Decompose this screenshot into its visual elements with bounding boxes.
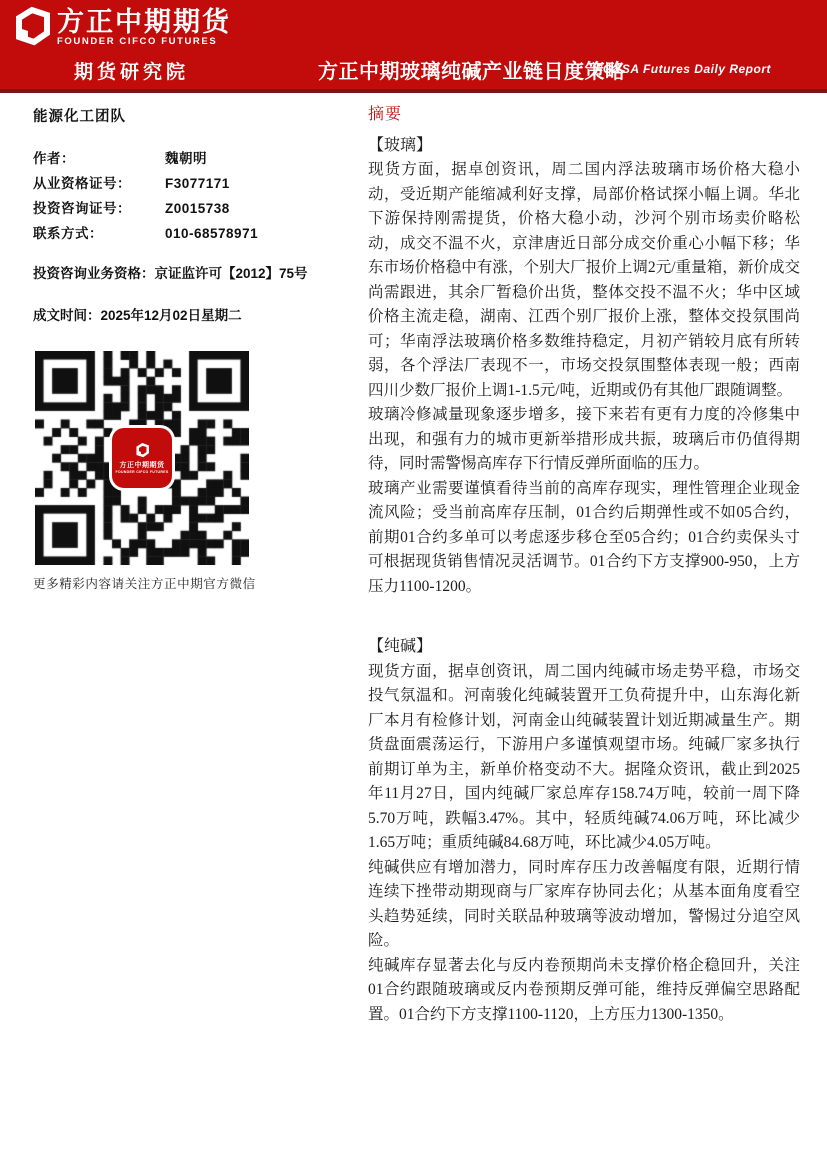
qr-logo-cn-text: 方正中期期货 <box>119 461 165 469</box>
soda-ash-paragraph-2: 纯碱供应有增加潜力，同时库存压力改善幅度有限，近期行情连续下挫带动期现商与厂家库存协同去化；从基本面角度看空头趋势延续，同时关联品种玻璃等波动增加，警惕过分追空风险。 <box>368 858 800 949</box>
report-title: 方正中期玻璃纯碱产业链日度策略 <box>318 61 626 83</box>
logo-cn-text: 方正中期期货 <box>57 6 231 37</box>
qr-caption: 更多精彩内容请关注方正中期官方微信 <box>33 577 256 591</box>
glass-paragraph-2: 玻璃冷修减量现象逐步增多，接下来若有更有力度的冷修集中出现，和强有力的城市更新举措形成共振，玻璃后市仍值得期待，同时需警惕高库存下行情反弹所面临的压力。 <box>368 406 800 472</box>
qr-code-block <box>35 351 249 565</box>
soda-ash-section-title: 【纯碱】 <box>368 638 433 655</box>
business-qualification: 投资咨询业务资格：京证监许可【2012】75号 <box>33 266 308 281</box>
author-row <box>33 146 368 171</box>
team-name: 能源化工团队 <box>33 109 126 125</box>
consult-cert-value: Z0015738 <box>165 201 230 216</box>
glass-paragraph-1: 现货方面，据卓创资讯，周二国内浮法玻璃市场价格大稳小动，受近期产能缩减利好支撑，局部价格试探小幅上调。华北下游保持刚需提货，价格大稳小动，沙河个别市场卖价略松动，成交不温不火，京津唐近日部分成交价重心小幅下移；华东市场价格稳中有涨，个别大厂报价上调2元/重量箱，新价成交尚需跟进，其余厂暂稳价出货，整体交投不温不火；华中区域价格主流走稳，湖南、江西个别厂报价上涨，整体交投氛围尚可；华南浮法玻璃价格多数维持稳定，月初产销较月底有所转弱，各个浮法厂表现不一，市场交投氛围整体表现一般；西南四川少数厂报价上调1-1.5元/吨，近期或仍有其他厂跟随调整。 <box>368 161 800 399</box>
cube-logo-icon <box>9 6 53 48</box>
practice-cert-value: F3077171 <box>165 176 230 191</box>
author-value: 魏朝明 <box>165 151 207 166</box>
glass-section <box>368 134 800 600</box>
page-content <box>0 93 827 1027</box>
summary-column <box>368 101 800 1027</box>
practice-cert-label: 从业资格证号： <box>33 176 131 191</box>
contact-value: 010-68578971 <box>165 226 259 241</box>
summary-heading: 摘要 <box>368 106 403 123</box>
consult-cert-label: 投资咨询证号： <box>33 201 131 216</box>
author-label: 作者： <box>33 151 75 166</box>
logo-en-text: FOUNDER CIFCO FUTURES <box>57 35 218 47</box>
practice-cert-row <box>33 171 368 196</box>
qr-center-logo <box>112 428 172 488</box>
glass-paragraph-3: 玻璃产业需要谨慎看待当前的高库存现实，理性管理企业现金流风险；受当前高库存压制，01合约后期弹性或不如05合约，前期01合约多单可以考虑逐步移仓至05合约；01合约卖保头寸可根据现货销售情况灵活调节。01合约下方支撑900-950，上方压力1100-1200。 <box>368 479 800 595</box>
contact-row <box>33 221 368 246</box>
qr-cube-icon <box>134 443 150 458</box>
report-subtitle-en: FG&SA Futures Daily Report <box>595 62 771 76</box>
soda-ash-section <box>368 635 800 1027</box>
glass-section-title: 【玻璃】 <box>368 136 433 154</box>
company-logo <box>9 6 231 48</box>
soda-ash-paragraph-1: 现货方面，据卓创资讯，周二国内纯碱市场走势平稳，市场交投气氛温和。河南骏化纯碱装置开工负荷提升中，山东海化新厂本月有检修计划，河南金山纯碱装置计划近期减量生产。期货盘面震荡运行，下游用户多谨慎观望市场。纯碱厂家多执行前期订单为主，新单价格变动不大。据隆众资讯，截止到2025年11月27日，国内纯碱厂家总库存158.74万吨，较前一周下降5.70万吨，跌幅3.47%。其中，轻质纯碱74.06万吨，环比减少1.65万吨；重质纯碱84.68万吨，环比减少4.05万吨。 <box>368 662 800 851</box>
author-sidebar <box>33 101 368 1027</box>
qr-logo-en-text: FOUNDER CIFCO FUTURES <box>115 469 169 474</box>
contact-label: 联系方式： <box>33 226 103 241</box>
report-date: 成文时间：2025年12月02日星期二 <box>33 308 242 323</box>
consult-cert-row <box>33 196 368 221</box>
header-banner <box>0 0 827 93</box>
logo-wordmark <box>57 8 231 47</box>
soda-ash-paragraph-3: 纯碱库存显著去化与反内卷预期尚未支撑价格企稳回升，关注01合约跟随玻璃或反内卷预期反弹可能，维持反弹偏空思路配置。01合约下方支撑1100-1120，上方压力1300-1350。 <box>368 956 800 1023</box>
institute-name: 期货研究院 <box>74 62 190 83</box>
